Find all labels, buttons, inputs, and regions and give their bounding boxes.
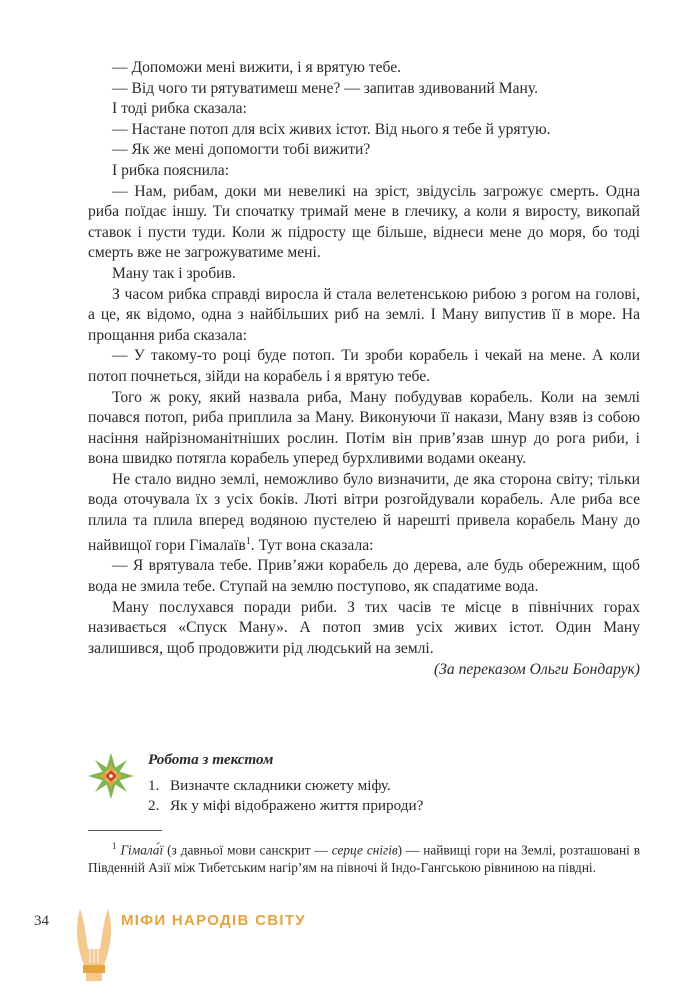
paragraph: І рибка пояснила: [112, 161, 229, 179]
footnote-term: Гімала́ї [120, 842, 164, 858]
list-item [148, 776, 628, 796]
footnote-text: ) — найвищі гори на Землі, розташовані в Південній Азії між Тибетським нагір’ям на півночі й Індо-Гангською рівниною на півдні. [88, 842, 641, 876]
footnote-mark: 1 [112, 841, 117, 851]
paragraph: — Як же мені допомогти тобі вижити? [112, 141, 371, 159]
paragraph: І тоді рибка сказала: [112, 100, 247, 118]
paragraph: — Від чого ти рятуватимеш мене? — запитав здивований Ману. [112, 79, 538, 97]
paragraph: — Нам, рибам, доки ми невеликі на зріст, звідусіль загрожує смерть. Одна риба поїдає іншу. Ти спочатку тримай мене в глечику, а коли я виросту, викопай ставок і пусти туди. Коли ж підросту ще більше, віднеси мене до моря, бо тоді смерть вже не загрожуватиме мені. [88, 182, 640, 262]
paragraph: — Настане потоп для всіх живих істот. Від нього я тебе й урятую. [112, 120, 551, 138]
footnote-reference[interactable]: 1 [245, 535, 251, 547]
paragraph-with-footnote [88, 470, 640, 557]
footnote [88, 838, 640, 877]
paragraph: — У такому-то році буде потоп. Ти зроби корабель і чекай на мене. А коли потоп почнеться, зійди на корабель і я врятую тебе. [88, 347, 640, 385]
item-text: Визначте складники сюжету міфу. [170, 777, 391, 794]
text-work-section [148, 748, 628, 816]
item-number: 1. [148, 777, 160, 794]
list-item [148, 796, 628, 816]
paragraph: Ману так і зробив. [112, 264, 236, 282]
paragraph-tail: . Тут вона сказала: [250, 536, 374, 554]
footnote-meaning: серце снігів [331, 842, 398, 858]
page-number: 34 [34, 913, 49, 929]
book-title: МІФИ НАРОДІВ СВІТУ [121, 912, 306, 929]
flower-star-emblem-icon [87, 752, 135, 800]
item-number: 2. [148, 797, 160, 814]
footnote-text: (з давньої мови санскрит — [163, 842, 332, 858]
paragraph-text: Не стало видно землі, неможливо було визначити, де яка сторона світу; тільки вода оточувала їх з усіх боків. Люті вітри розгойдували корабель. Але риба все плила та плила вперед водяною пустелею й нарешті привела корабель Ману до найвищої гори Гімалаїв [88, 470, 640, 554]
footnote-divider [88, 830, 162, 831]
lyre-icon [74, 905, 114, 983]
item-text: Як у міфі відображено життя природи? [170, 797, 424, 814]
paragraph: З часом рибка справді виросла й стала велетенською рибою з рогом на голові, а це, як відомо, одна з найбільших риб на землі. І Ману випустив її в море. На прощання риба сказала: [88, 285, 640, 344]
source-attribution: (За переказом Ольги Бондарук) [433, 661, 640, 679]
paragraph: Того ж року, який назвала риба, Ману побудував корабель. Коли на землі почався потоп, риба приплила за Ману. Виконуючи її накази, Ману взяв із собою насіння найрізноманітніших рослин. Потім він прив’язав шнур до рога риби, і вона швидко потягла корабель уперед бурхливими водами океану. [88, 388, 640, 468]
section-title: Робота з текстом [148, 751, 274, 768]
paragraph: Ману послухався поради риби. З тих часів те місце в північних горах називається «Спуск Ману». А потоп змив усіх живих істот. Один Ману залишився, щоб продовжити рід людський на землі. [88, 598, 640, 657]
task-list [148, 776, 628, 816]
paragraph: — Допоможи мені вижити, і я врятую тебе. [112, 59, 402, 76]
main-text [88, 58, 640, 681]
paragraph: — Я врятувала тебе. Прив’яжи корабель до дерева, але будь обережним, щоб вода не змила тебе. Ступай на землю поступово, як спадатиме вода. [88, 557, 640, 596]
